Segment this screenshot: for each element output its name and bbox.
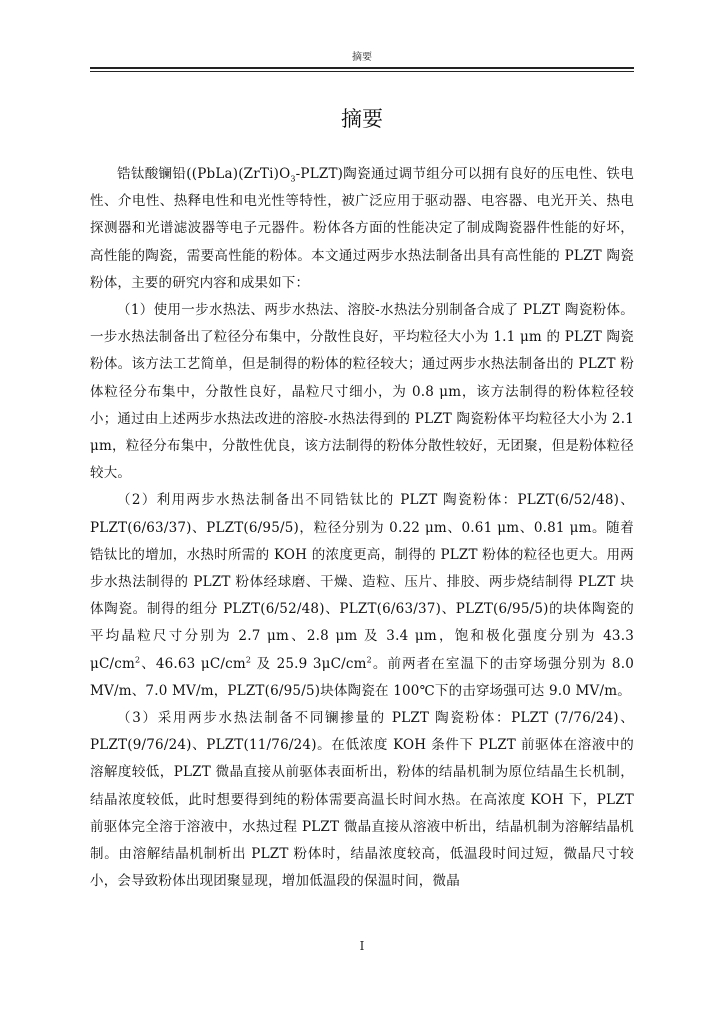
header-rule-thick [90,67,634,69]
subscript-3: 3 [290,174,296,184]
document-body [90,161,634,895]
paragraph-1: （1）使用一步水热法、两步水热法、溶胶-水热法分别制备合成了 PLZT 陶瓷粉体。一步水热法制备出了粒径分布集中，分散性良好，平均粒径大小为 1.1 μm 的 PLZT 陶瓷粉体。该方法工艺简单，但是制得的粉体的粒径较大；通过两步水热法制备出的 PLZT 粉体粒径分布集中，分散性良好，晶粒尺寸细小，为 0.8 μm，该方法制得的粉体粒径较小；通过由上述两步水热法改进的溶胶-水热法得到的 PLZT 陶瓷粉体平均粒径大小为 2.1 μm，粒径分布集中，分散性优良，该方法制得的粉体分散性较好，无团聚，但是粉体粒径较大。 [90,302,634,482]
paragraph-intro: 锆钛酸镧铅$((PbLa)(ZrTi)O_3-PLZT)$陶瓷通过调节组分可以拥有良好的压电性、铁电性、介电性、热释电性和电光性等特性，被广泛应用于驱动器、电容器、电光开关、热电探测器和光谱滤波器等电子元器件。粉体各方面的性能决定了制成陶瓷器件性能的好坏，高性能的陶瓷，需要高性能的粉体。本文通过两步水热法制备出具有高性能的 PLZT 陶瓷粉体，主要的研究内容和成果如下： [90,166,634,291]
paragraph-3: （3）采用两步水热法制备不同镧掺量的 PLZT 陶瓷粉体：PLZT (7/76/24)、PLZT(9/76/24)、PLZT(11/76/24)。在低浓度 KOH 条件下 PLZT 前驱体在溶液中的溶解度较低，PLZT 微晶直接从前驱体表面析出，粉体的结晶机制为原位结晶生长机制，结晶浓度较低，此时想要得到纯的粉体需要高温长时间水热。在高浓度 KOH 下，PLZT 前驱体完全溶于溶液中，水热过程 PLZT 微晶直接从溶液中析出，结晶机制为溶解结晶机制。由溶解结晶机制析出 PLZT 粉体时，结晶浓度较高，低温段时间过短，微晶尺寸较小，会导致粉体出现团聚显现，增加低温段的保温时间，微晶 [90,710,634,890]
running-header: 摘要 [352,52,372,63]
page-number: I [359,939,365,953]
paragraph-2: （2）利用两步水热法制备出不同锆钛比的 PLZT 陶瓷粉体：PLZT(6/52/48)、PLZT(6/63/37)、PLZT(6/95/5)，粒径分别为 0.22 μm、0.61 μm、0.81 μm。随着锆钛比的增加，水热时所需的 KOH 的浓度更高，制得的 PLZT 粉体的粒径也更大。用两步水热法制得的 PLZT 粉体经球磨、干燥、造粒、压片、排胶、两步烧结制得 PLZT 块体陶瓷。制得的组分 PLZT(6/52/48)、PLZT(6/63/37)、PLZT(6/95/5)的块体陶瓷的平均晶粒尺寸分别为 2.7 μm、2.8 μm 及 3.4 μm，饱和极化强度分别为 43.3 $\mu C/cm^2$、46.63 $\mu C/cm^2$ 及 25.9 $3\mu C/cm^2$。前两者在室温下的击穿场强分别为 8.0 MV/m、7.0 MV/m，PLZT(6/95/5)块体陶瓷在 100℃下的击穿场强可达 9.0 MV/m。 [90,492,635,699]
header-rule-thin [90,71,634,72]
page-title: 摘要 [341,107,383,131]
